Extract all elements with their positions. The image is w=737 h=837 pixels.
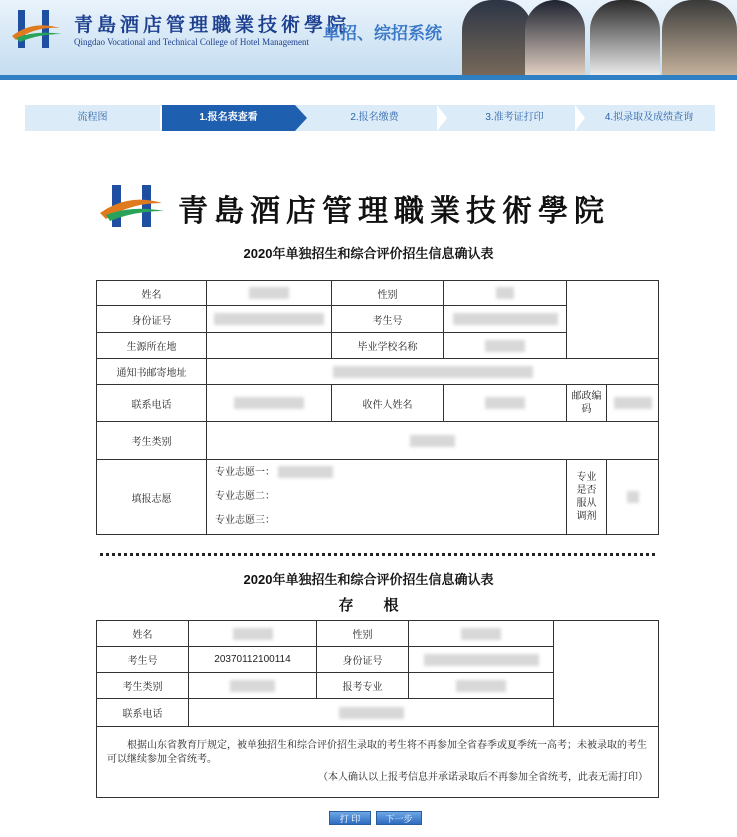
label-recipient: 收件人姓名	[332, 385, 444, 422]
label-id-number: 身份证号	[97, 306, 207, 333]
value-exam-number	[444, 306, 567, 333]
student-photo	[590, 0, 660, 78]
label-postal-code: 邮政编码	[567, 385, 607, 422]
stub-note	[97, 727, 659, 798]
stub-title: 2020年单独招生和综合评价招生信息确认表	[243, 572, 494, 587]
value-recipient	[444, 385, 567, 422]
step-separator	[295, 105, 307, 131]
stub-value-gender	[409, 621, 554, 647]
stub-label-category: 考生类别	[97, 673, 189, 699]
label-phone: 联系电话	[97, 385, 207, 422]
value-adjust	[607, 460, 659, 535]
step-results[interactable]: 4.拟录取及成绩查询	[604, 112, 694, 123]
value-category	[207, 422, 659, 460]
stub-subtitle: 存 根	[338, 597, 399, 614]
value-postal-code	[607, 385, 659, 422]
stub-value-category	[189, 673, 317, 699]
photo-cell	[567, 281, 659, 359]
stub-label-exam-number: 考生号	[97, 647, 189, 673]
label-choices: 填报志愿	[97, 460, 207, 535]
form-logo	[100, 183, 164, 229]
choices-list	[207, 460, 567, 535]
step-admission-ticket[interactable]: 3.准考证打印	[485, 112, 544, 123]
student-photo	[525, 0, 585, 78]
step-payment[interactable]: 2.报名缴费	[350, 112, 399, 123]
step-separator	[437, 105, 447, 131]
form-title: 2020年单独招生和综合评价招生信息确认表	[243, 246, 494, 261]
value-address	[207, 359, 659, 385]
value-id-number	[207, 306, 332, 333]
print-button[interactable]: 打 印	[329, 811, 371, 825]
value-gender	[444, 281, 567, 306]
stub-value-major	[409, 673, 554, 699]
stub-value-exam-number: 20370112100114	[189, 647, 317, 673]
label-adjust: 专业是否服从调剂	[567, 460, 607, 535]
label-name: 姓名	[97, 281, 207, 306]
value-graduate-school	[444, 333, 567, 359]
stub-photo-cell	[554, 621, 659, 727]
value-phone	[207, 385, 332, 422]
step-flowchart[interactable]: 流程图	[77, 112, 108, 123]
header-school-name-en: Qingdao Vocational and Technical College of Hotel Management	[74, 37, 310, 47]
info-confirmation-table	[96, 280, 659, 535]
system-title: 单招、综招系统	[323, 24, 442, 43]
student-photo	[662, 0, 737, 78]
stub-label-phone: 联系电话	[97, 699, 189, 727]
confirmation-note: （本人确认以上报考信息并承诺录取后不再参加全省统考，此表无需打印）	[318, 772, 648, 783]
header-banner	[0, 0, 737, 80]
choice-2: 专业志愿二：	[215, 491, 275, 502]
stub-label-name: 姓名	[97, 621, 189, 647]
regulation-note: 根据山东省教育厅规定，被单独招生和综合评价招生录取的考生将不再参加全省春季或夏季统一高考；未被录取的考生可以继续参加全省统考。	[107, 740, 647, 765]
choice-1: 专业志愿一：	[215, 461, 566, 485]
stub-table	[96, 620, 659, 798]
stub-label-major: 报考专业	[317, 673, 409, 699]
next-step-button[interactable]: 下一步	[376, 811, 422, 825]
label-origin: 生源所在地	[97, 333, 207, 359]
value-origin	[207, 333, 332, 359]
progress-steps	[25, 105, 715, 131]
label-category: 考生类别	[97, 422, 207, 460]
form-school-name: 青島酒店管理職業技術學院	[178, 194, 610, 229]
value-name	[207, 281, 332, 306]
student-photo	[462, 0, 532, 78]
label-exam-number: 考生号	[332, 306, 444, 333]
stub-value-name	[189, 621, 317, 647]
college-logo	[12, 8, 62, 52]
header-school-name: 青島酒店管理職業技術學院	[74, 14, 351, 36]
label-gender: 性别	[332, 281, 444, 306]
header-divider	[0, 75, 737, 80]
step-view-form[interactable]: 1.报名表查看	[162, 105, 295, 131]
label-graduate-school: 毕业学校名称	[332, 333, 444, 359]
stub-value-phone	[189, 699, 554, 727]
stub-label-id-number: 身份证号	[317, 647, 409, 673]
cut-line	[100, 553, 655, 556]
stub-value-id-number	[409, 647, 554, 673]
stub-label-gender: 性别	[317, 621, 409, 647]
choice-3: 专业志愿三：	[215, 515, 275, 526]
label-address: 通知书邮寄地址	[97, 359, 207, 385]
